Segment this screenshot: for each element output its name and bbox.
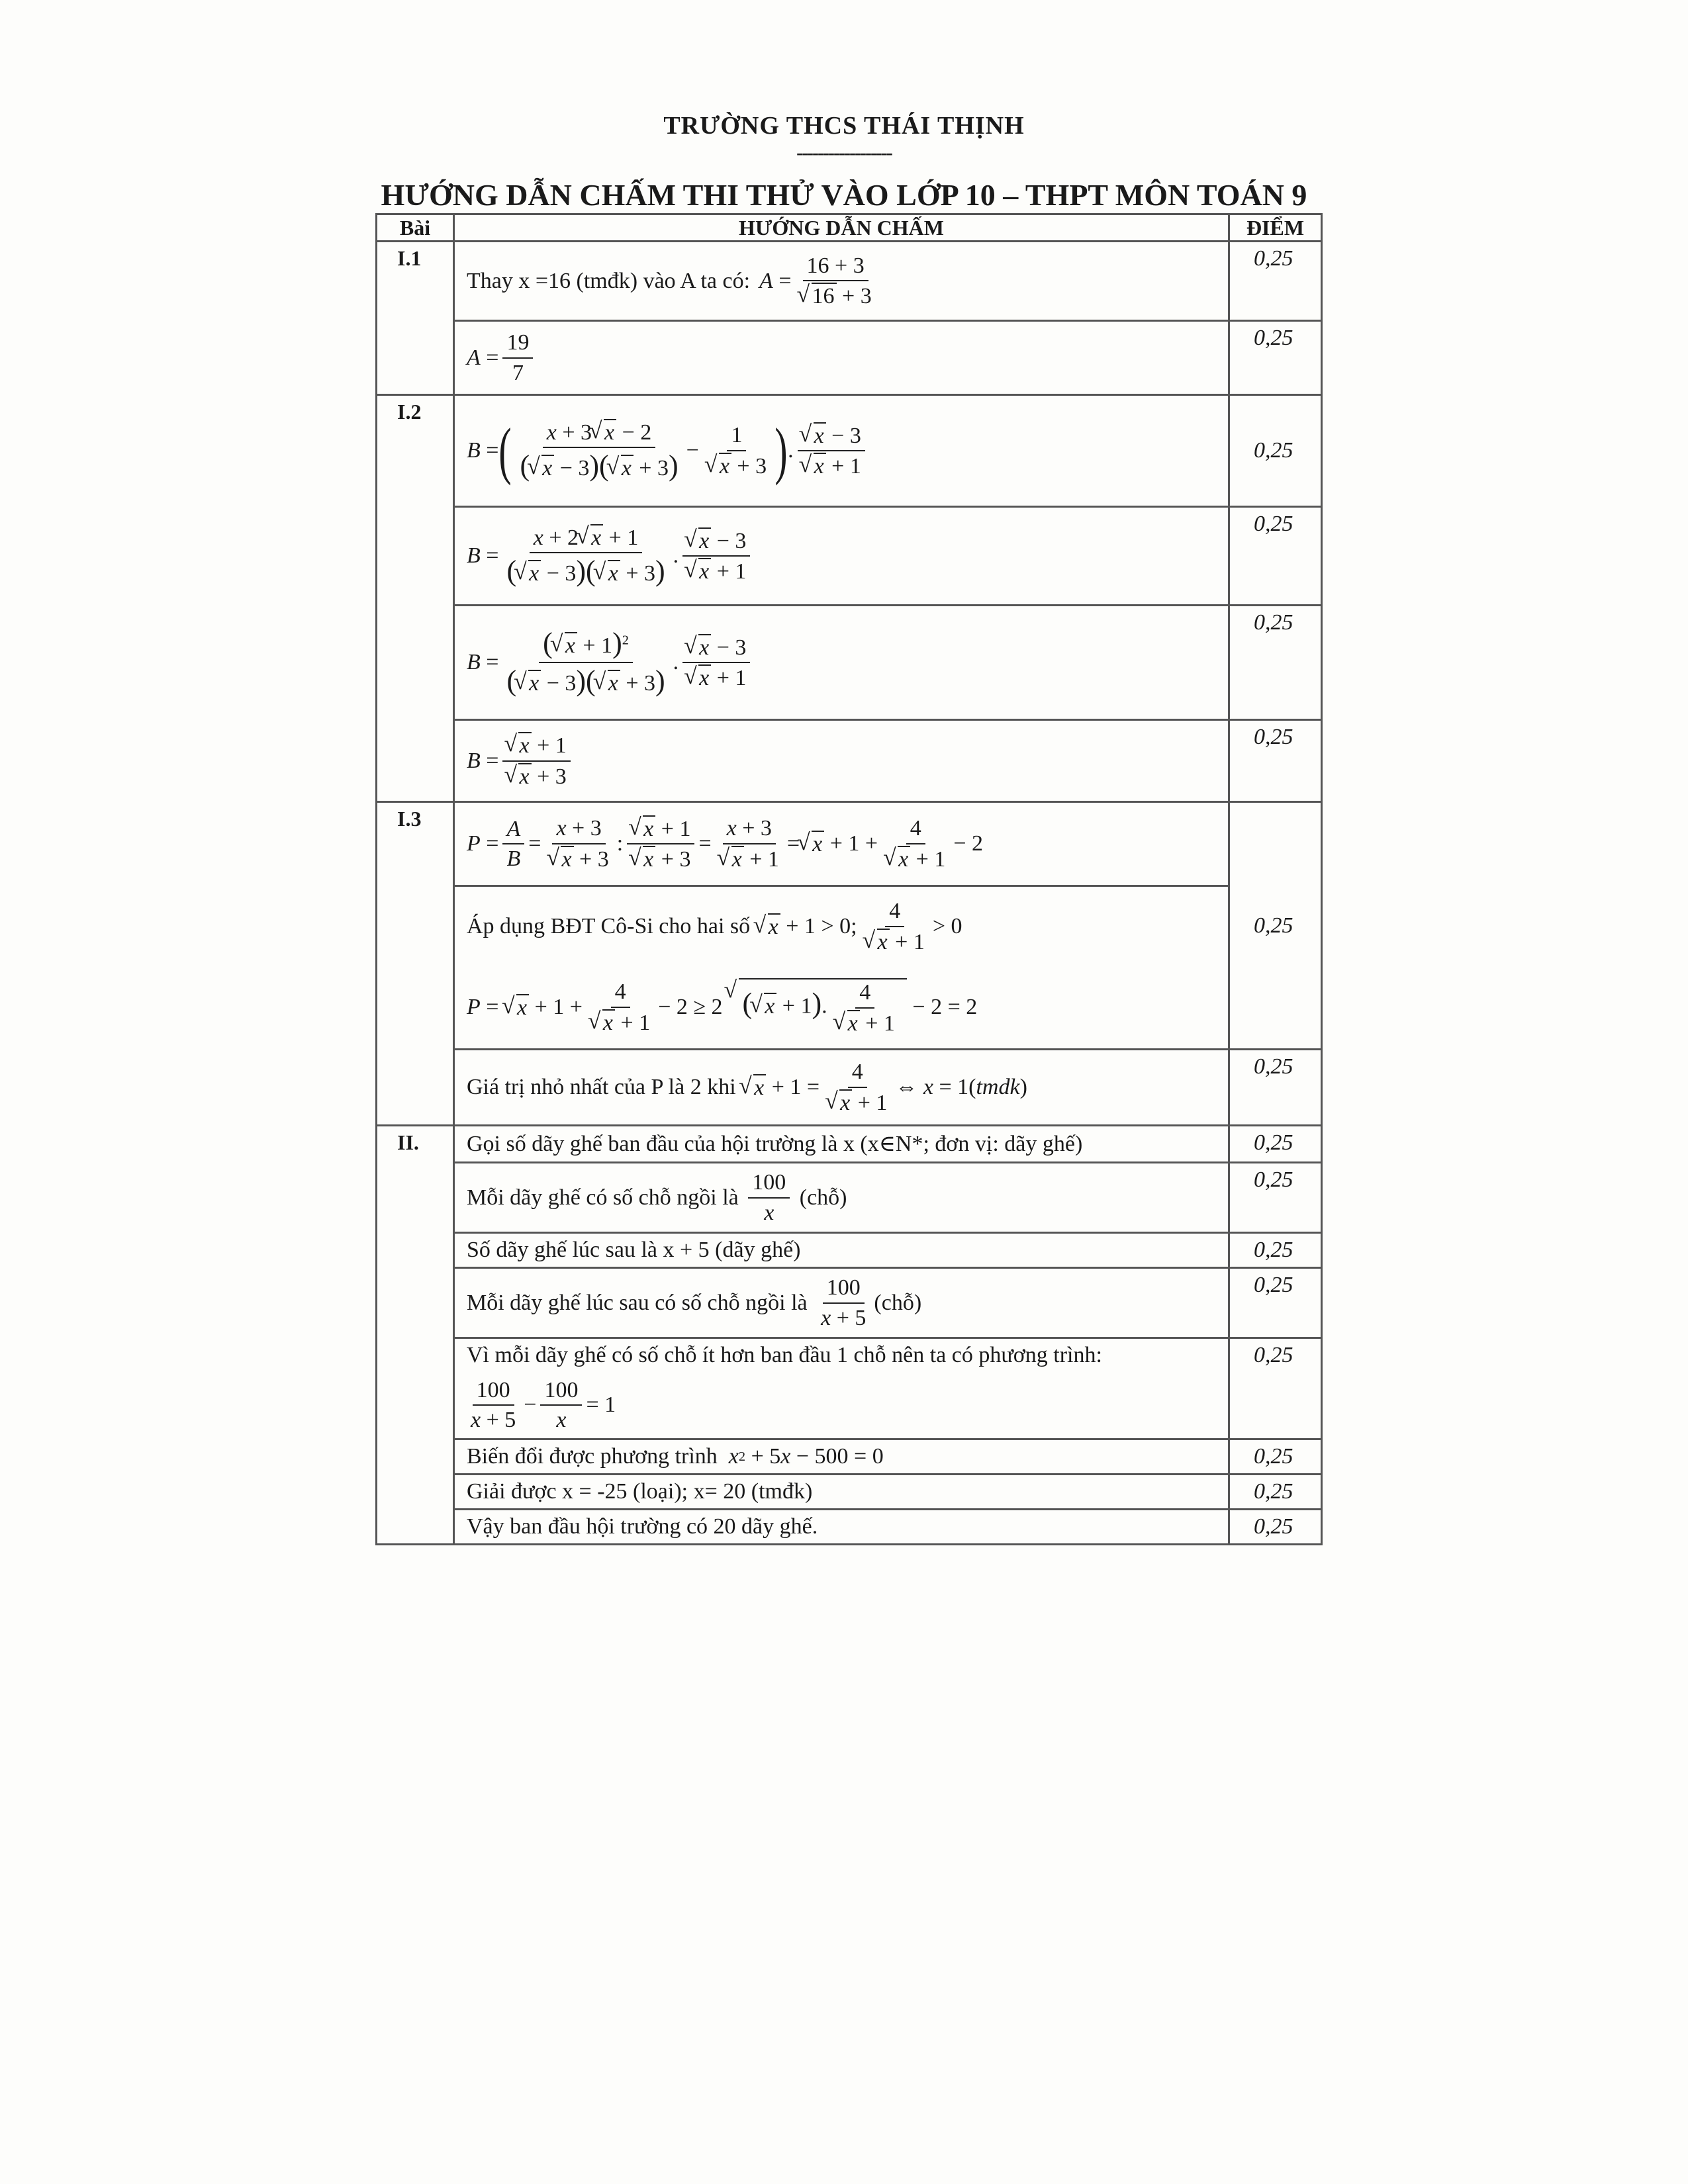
row-content [454, 1126, 1229, 1163]
table-row [377, 1126, 1322, 1163]
row-content: B = ( $\frac{x + 3√ x - 2}{(√ x - 3)(√ x + 3)}$ − 1 √ x + 3 ) . √ x − 3 √ x + 1 [454, 395, 1229, 507]
table-row [377, 321, 1322, 395]
score: 0,25 [1229, 1475, 1322, 1510]
row-content: Mỗi dãy ghế lúc sau có số chỗ ngồi là $\frac{100}{x + 5}$ (chỗ) [454, 1268, 1229, 1338]
row-content: A = $\frac{19}{7}$ [454, 321, 1229, 395]
row-content: B = $\frac{(√ x + 1)^2}{(√ x - 3)(√ x + 3)}$ . √ x − 3 √ x + 1 [454, 606, 1229, 720]
grading-table [375, 213, 1323, 1545]
row-text: Gọi số dãy ghế ban đầu của hội trường là x (x∈N*; đơn vị: dãy ghế) [467, 1132, 1083, 1156]
row-content: Giá trị nhỏ nhất của P là 2 khi √ x + 1 = 4 √ x + 1 ⇔ x = 1( tmdk ) [454, 1050, 1229, 1126]
score: 0,25 [1229, 507, 1322, 606]
row-text: Vậy ban đầu hội trường có 20 dãy ghế. [467, 1514, 818, 1539]
row-text: Biến đổi được phương trình [467, 1444, 718, 1469]
table-row [377, 1163, 1322, 1233]
table-row [377, 1233, 1322, 1268]
score: 0,25 [1229, 720, 1322, 802]
row-text: Mỗi dãy ghế lúc sau có số chỗ ngồi là [467, 1290, 808, 1315]
table-row [377, 886, 1322, 1050]
row-content [454, 1510, 1229, 1545]
score: 0,25 [1229, 1510, 1322, 1545]
score: 0,25 [1229, 1050, 1322, 1126]
table-row [377, 1338, 1322, 1439]
title-divider: ------------------ [796, 142, 892, 163]
row-content: Biến đổi được phương trình x 2 + 5 x − 500 = 0 [454, 1439, 1229, 1475]
row-text: Mỗi dãy ghế có số chỗ ngồi là [467, 1185, 739, 1210]
score: 0,25 [1229, 1126, 1322, 1163]
table-row [377, 720, 1322, 802]
header-diem: ĐIỂM [1229, 214, 1322, 242]
row-content: Áp dụng BĐT Cô-Si cho hai số √ x + 1 > 0; 4 √ x + 1 > 0 P = √ x + 1 + 4 √ x + 1 − 2 ≥ 2 √ (√ x + 1). 4 √ x + 1 − 2 = 2 [454, 886, 1229, 1050]
score: 0,25 [1229, 321, 1322, 395]
document-title: HƯỚNG DẪN CHẤM THI THỬ VÀO LỚP 10 – THPT MÔN TOÁN 9 [381, 178, 1307, 212]
table-row [377, 1439, 1322, 1475]
table-header-row [377, 214, 1322, 242]
section-label: I.3 [377, 802, 454, 1126]
row-content [454, 1475, 1229, 1510]
row-text: Áp dụng BĐT Cô-Si cho hai số [467, 914, 751, 938]
table-row [377, 507, 1322, 606]
table-row [377, 1268, 1322, 1338]
row-content: Thay x =16 (tmđk) vào A ta có: A = 16 + 3 √ 16 + 3 [454, 242, 1229, 321]
row-text: Giá trị nhỏ nhất của P là 2 khi [467, 1075, 736, 1099]
table-row [377, 242, 1322, 321]
row-text: Số dãy ghế lúc sau là x + 5 (dãy ghế) [467, 1238, 801, 1262]
row-content: B = $\frac{x + 2√ x + 1}{(√ x - 3)(√ x + 3)}$ . √ x − 3 √ x + 1 [454, 507, 1229, 606]
row-text: Thay x =16 (tmđk) vào A ta có: [467, 268, 751, 293]
row-content: B = √ x + 1 √ x + 3 [454, 720, 1229, 802]
score: 0,25 [1229, 1439, 1322, 1475]
unit-text: (chỗ) [799, 1185, 847, 1210]
row-content: Mỗi dãy ghế có số chỗ ngồi là $\frac{100}{x}$ (chỗ) [454, 1163, 1229, 1233]
score: 0,25 [1229, 802, 1322, 1050]
row-content [454, 1233, 1229, 1268]
table-row [377, 1475, 1322, 1510]
table-row [377, 802, 1322, 886]
score: 0,25 [1229, 395, 1322, 507]
score: 0,25 [1229, 1338, 1322, 1439]
score: 0,25 [1229, 1268, 1322, 1338]
table-row [377, 1050, 1322, 1126]
section-label: I.2 [377, 395, 454, 802]
section-label: II. [377, 1126, 454, 1545]
row-text: Giải được x = -25 (loại); x= 20 (tmđk) [467, 1479, 813, 1504]
table-row [377, 395, 1322, 507]
table-row [377, 606, 1322, 720]
score: 0,25 [1229, 1233, 1322, 1268]
row-content: Vì mỗi dãy ghế có số chỗ ít hơn ban đầu 1 chỗ nên ta có phương trình: $\frac{100}{x + 5}$ − $\frac{100}{x}$ = 1 [454, 1338, 1229, 1439]
header-huong-dan: HƯỚNG DẪN CHẤM [454, 214, 1229, 242]
section-label: I.1 [377, 242, 454, 395]
score: 0,25 [1229, 606, 1322, 720]
row-text: Vì mỗi dãy ghế có số chỗ ít hơn ban đầu 1 chỗ nên ta có phương trình: [467, 1343, 1102, 1367]
unit-text: (chỗ) [874, 1290, 922, 1315]
score: 0,25 [1229, 1163, 1322, 1233]
school-name: TRƯỜNG THCS THÁI THỊNH [663, 112, 1025, 140]
table-row [377, 1510, 1322, 1545]
row-content: P = $\frac{A}{B}$ = x + 3 √ x + 3 : √ x + 1 √ x + 3 = x + 3 √ x + 1 = √ x + 1 + 4 √ x + 1 − 2 [454, 802, 1229, 886]
score: 0,25 [1229, 242, 1322, 321]
header-bai: Bài [377, 214, 454, 242]
